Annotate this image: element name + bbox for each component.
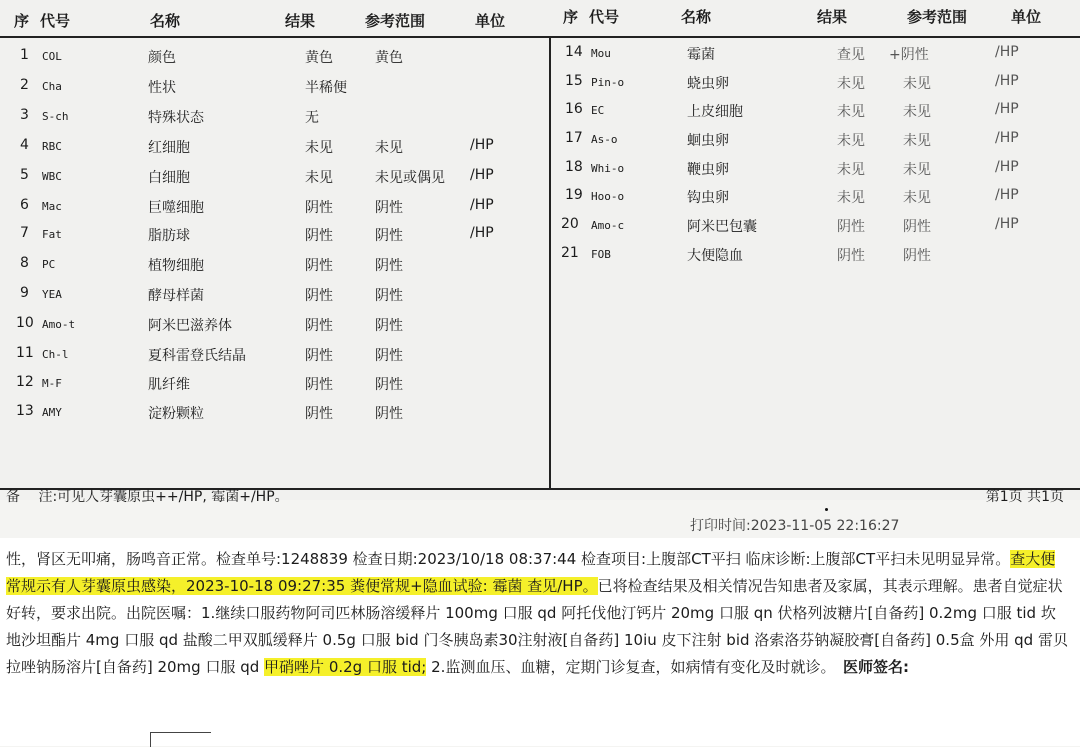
row-seq: 18: [565, 159, 583, 175]
row-name: 颜色: [148, 50, 176, 66]
row-ref: 阴性: [375, 228, 403, 244]
row-unit: /HP: [470, 167, 494, 183]
discharge-text: 性，肾区无叩痛，肠鸣音正常。检查单号:1248839 检查日期:2023/10/18 08:37:44 检查项目:上腹部CT平扫 临床诊断:上腹部CT平扫未见明显异常。: [6, 550, 1011, 568]
header-result: 结果: [285, 12, 316, 30]
row-seq: 2: [20, 77, 29, 93]
row-ref: 阴性: [903, 248, 931, 264]
row-result: 阴性: [837, 248, 865, 264]
header-code: 代号: [589, 8, 620, 26]
row-seq: 4: [20, 137, 29, 153]
row-ref: 未见: [903, 133, 931, 149]
row-name: 蛲虫卵: [687, 76, 729, 92]
table-row: [0, 77, 549, 103]
row-code: Hoo-o: [591, 190, 625, 203]
row-result: 未见: [837, 190, 865, 206]
row-seq: 15: [565, 73, 583, 89]
row-name: 白细胞: [148, 170, 190, 186]
row-code: As-o: [591, 133, 618, 146]
row-code: Pin-o: [591, 76, 625, 89]
row-code: Ch-l: [42, 348, 69, 361]
header-ref: 参考范围: [907, 8, 968, 26]
row-code: YEA: [42, 288, 62, 301]
row-result: 阴性: [305, 228, 333, 244]
remark-note: 备 注:可见人芽囊原虫++/HP, 霉菌+/HP。: [6, 489, 289, 505]
header-seq: 序: [563, 8, 579, 26]
row-code: EC: [591, 104, 605, 117]
row-unit: /HP: [995, 159, 1019, 175]
row-code: S-ch: [42, 110, 69, 123]
row-ref: 阴性: [375, 406, 403, 422]
row-result: 查见: [837, 47, 865, 63]
row-seq: 6: [20, 197, 29, 213]
header-code: 代号: [40, 12, 71, 30]
table-row: [0, 345, 549, 371]
row-result: 阴性: [305, 258, 333, 274]
row-name: 性状: [148, 80, 176, 96]
table-row: [551, 159, 1080, 185]
header-unit: 单位: [475, 12, 506, 30]
row-unit: /HP: [995, 101, 1019, 117]
row-code: FOB: [591, 248, 611, 261]
row-code: Fat: [42, 228, 62, 241]
row-ref: 黄色: [375, 50, 403, 66]
row-name: 巨噬细胞: [148, 200, 204, 216]
row-code: Amo-t: [42, 318, 76, 331]
row-result: 阴性: [305, 200, 333, 216]
row-ref: 阴性: [375, 318, 403, 334]
row-result: 阴性: [305, 348, 333, 364]
row-result: 阴性: [305, 318, 333, 334]
table-row: [551, 187, 1080, 213]
row-seq: 21: [561, 245, 579, 261]
highlighted-medication: 甲硝唑片 0.2g 口服 tid;: [264, 658, 427, 676]
table-row: [551, 130, 1080, 156]
row-code: PC: [42, 258, 56, 271]
row-result: 未见: [305, 140, 333, 156]
row-unit: /HP: [470, 225, 494, 241]
row-code: Cha: [42, 80, 62, 93]
row-code: M-F: [42, 377, 62, 390]
row-name: 淀粉颗粒: [148, 406, 204, 422]
header-rule: [0, 36, 1080, 38]
table-row: [0, 374, 549, 400]
row-ref: 阴性: [903, 219, 931, 235]
table-row: [0, 47, 549, 73]
row-seq: 19: [565, 187, 583, 203]
table-row: [0, 315, 549, 341]
row-result: 阴性: [837, 219, 865, 235]
row-name: 钩虫卵: [687, 190, 729, 206]
signature-label: 医师签名:: [842, 658, 909, 676]
row-name: 肌纤维: [148, 377, 190, 393]
header-name: 名称: [150, 12, 181, 30]
row-result: 未见: [837, 162, 865, 178]
row-code: Whi-o: [591, 162, 625, 175]
header-seq: 序: [14, 12, 30, 30]
table-row: [0, 137, 549, 163]
row-unit: /HP: [470, 137, 494, 153]
row-ref: 阴性: [375, 288, 403, 304]
row-unit: /HP: [995, 130, 1019, 146]
row-ref: 阴性: [375, 348, 403, 364]
row-result: 未见: [837, 104, 865, 120]
row-result: 阴性: [305, 288, 333, 304]
row-unit: /HP: [995, 187, 1019, 203]
page-info: 第1页 共1页: [985, 489, 1064, 505]
discharge-record: [0, 538, 1080, 746]
row-seq: 14: [565, 44, 583, 60]
row-seq: 11: [16, 345, 34, 361]
row-ref: 阴性: [375, 258, 403, 274]
row-seq: 17: [565, 130, 583, 146]
table-row: [0, 167, 549, 193]
row-result: 未见: [837, 133, 865, 149]
row-unit: /HP: [995, 44, 1019, 60]
row-ref: 未见: [903, 104, 931, 120]
table-row: [551, 44, 1080, 70]
row-seq: 8: [20, 255, 29, 271]
row-code: WBC: [42, 170, 62, 183]
row-name: 鞭虫卵: [687, 162, 729, 178]
row-seq: 13: [16, 403, 34, 419]
row-ref: +阴性: [889, 47, 929, 63]
print-time: 打印时间:2023-11-05 22:16:27: [690, 518, 900, 534]
row-ref: 未见: [903, 76, 931, 92]
table-row: [0, 255, 549, 281]
row-name: 霉菌: [687, 47, 715, 63]
row-seq: 7: [20, 225, 29, 241]
header-unit: 单位: [1011, 8, 1042, 26]
header-result: 结果: [817, 8, 848, 26]
row-seq: 12: [16, 374, 34, 390]
row-name: 酵母样菌: [148, 288, 204, 304]
row-name: 上皮细胞: [687, 104, 743, 120]
row-code: COL: [42, 50, 62, 63]
row-name: 蛔虫卵: [687, 133, 729, 149]
table-row: [0, 107, 549, 133]
row-name: 阿米巴滋养体: [148, 318, 232, 334]
left-table-header: [0, 10, 549, 36]
table-row: [0, 225, 549, 251]
row-result: 未见: [837, 76, 865, 92]
row-code: Amo-c: [591, 219, 625, 232]
table-row: [551, 73, 1080, 99]
table-row: [0, 403, 549, 429]
row-name: 脂肪球: [148, 228, 190, 244]
header-ref: 参考范围: [365, 12, 426, 30]
table-row: [551, 101, 1080, 127]
row-seq: 3: [20, 107, 29, 123]
row-name: 夏科雷登氏结晶: [148, 348, 246, 364]
row-name: 植物细胞: [148, 258, 204, 274]
discharge-paragraph: [6, 546, 1068, 681]
row-seq: 1: [20, 47, 29, 63]
table-row: [0, 197, 549, 223]
row-result: 无: [305, 110, 319, 126]
row-name: 红细胞: [148, 140, 190, 156]
row-seq: 20: [561, 216, 579, 232]
scan-speck: [825, 508, 828, 511]
table-row: [551, 216, 1080, 242]
row-seq: 10: [16, 315, 34, 331]
row-unit: /HP: [995, 73, 1019, 89]
row-result: 未见: [305, 170, 333, 186]
row-code: Mou: [591, 47, 611, 60]
row-ref: 未见: [903, 162, 931, 178]
row-code: AMY: [42, 406, 62, 419]
table-row: [551, 245, 1080, 271]
stamp-edge: [150, 732, 211, 747]
row-unit: /HP: [470, 197, 494, 213]
row-name: 阿米巴包囊: [687, 219, 757, 235]
row-ref: 未见: [903, 190, 931, 206]
row-ref: 未见: [375, 140, 403, 156]
row-unit: /HP: [995, 216, 1019, 232]
row-ref: 阴性: [375, 377, 403, 393]
row-name: 大便隐血: [687, 248, 743, 264]
row-seq: 16: [565, 101, 583, 117]
right-table-header: [551, 6, 1080, 32]
row-code: Mac: [42, 200, 62, 213]
row-seq: 9: [20, 285, 29, 301]
row-result: 阴性: [305, 377, 333, 393]
table-row: [0, 285, 549, 311]
row-ref: 未见或偶见: [375, 170, 445, 186]
discharge-text: 已将检查结果及相关情况告知患者及家属，其表示理解。患者自觉症状好转，要求出院。出院医嘱：1.继续口服药物阿司匹林肠溶缓释片 100mg 口服 qd 阿托伐他汀钙片 20mg 口服 qn 伏格列波糖片[自备药] 0.2mg 口服 tid 坎地沙坦酯片 4mg 口服 qd 盐酸二甲双胍缓释片 0.5g 口服 bid 门冬胰岛素30注射液[自备药] 10iu 皮下注射 bid 洛索洛芬钠凝胶膏[自备药] 0.5盒 外用 qd 雷贝拉唑钠肠溶片[自备药] 20mg 口服 qd: [6, 577, 1068, 676]
row-result: 黄色: [305, 50, 333, 66]
row-ref: 阴性: [375, 200, 403, 216]
row-name: 特殊状态: [148, 110, 204, 126]
discharge-text: 2.监测血压、血糖，定期门诊复查，如病情有变化及时就诊。: [426, 658, 828, 676]
header-name: 名称: [681, 8, 712, 26]
highlighted-finding: 查大便常规示有人芽囊原虫感染，2023-10-18 09:27:35 粪便常规+隐血试验: 霉菌 查见/HP。: [6, 550, 1056, 595]
row-result: 半稀便: [305, 80, 347, 96]
row-seq: 5: [20, 167, 29, 183]
row-code: RBC: [42, 140, 62, 153]
row-result: 阴性: [305, 406, 333, 422]
